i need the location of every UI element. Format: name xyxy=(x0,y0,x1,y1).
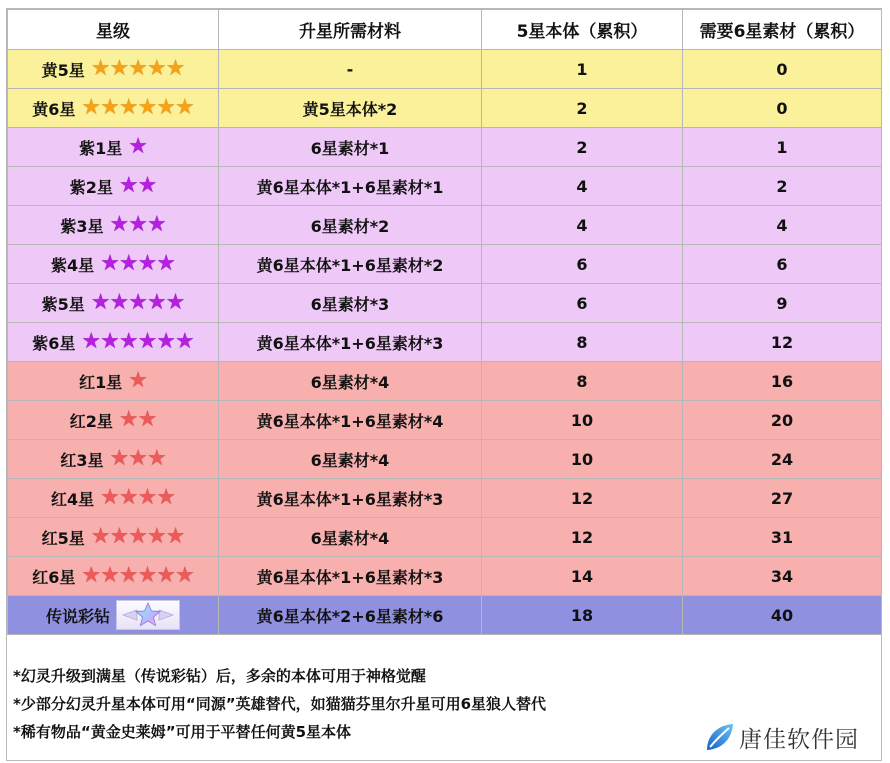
star-rating xyxy=(128,136,147,158)
rainbow-diamond-badge-icon xyxy=(116,600,180,630)
cell-material: 黄6星本体*1+6星素材*2 xyxy=(219,245,482,284)
star-icon: ★ xyxy=(156,329,176,354)
star-rating xyxy=(81,97,193,119)
star-level-label: 黄6星 xyxy=(32,99,76,119)
star-rating xyxy=(81,331,193,353)
star-icon: ★ xyxy=(128,56,147,81)
star-icon: ★ xyxy=(175,329,194,354)
star-icon: ★ xyxy=(81,329,101,354)
cell-star-level xyxy=(8,50,219,89)
star-level-label: 红3星 xyxy=(60,450,104,470)
star-rating xyxy=(119,409,156,431)
star-rating xyxy=(100,487,175,509)
leaf-logo-icon xyxy=(703,720,737,754)
cell-mat6: 6 xyxy=(683,245,882,284)
cell-body5: 8 xyxy=(482,362,683,401)
star-rating xyxy=(128,370,147,392)
cell-material: 6星素材*4 xyxy=(219,518,482,557)
star-icon: ★ xyxy=(165,524,185,549)
star-icon: ★ xyxy=(128,290,147,315)
table-row xyxy=(8,50,882,89)
cell-material: 6星素材*2 xyxy=(219,206,482,245)
cell-star-level xyxy=(8,284,219,323)
star-level-label: 紫1星 xyxy=(79,138,123,158)
cell-material: 黄6星本体*1+6星素材*3 xyxy=(219,557,482,596)
cell-mat6: 9 xyxy=(683,284,882,323)
star-level-label: 紫4星 xyxy=(50,255,95,275)
star-level-label: 红2星 xyxy=(69,411,113,431)
notes xyxy=(13,662,546,746)
star-icon: ★ xyxy=(81,563,101,588)
cell-body5: 6 xyxy=(482,245,683,284)
table-row xyxy=(8,167,882,206)
star-level-label: 紫2星 xyxy=(69,177,113,197)
cell-star-level xyxy=(8,362,219,401)
star-icon: ★ xyxy=(146,524,166,549)
note-2: *少部分幻灵升星本体可用“同源”英雄替代，如猫猫芬里尔升星可用6星狼人替代 xyxy=(13,695,547,713)
cell-star-level xyxy=(8,323,219,362)
star-icon: ★ xyxy=(100,563,119,588)
star-icon: ★ xyxy=(100,329,119,354)
star-icon: ★ xyxy=(118,95,138,120)
table-row xyxy=(8,362,882,401)
star-icon: ★ xyxy=(146,446,166,471)
cell-star-level xyxy=(8,128,219,167)
table-row xyxy=(8,401,882,440)
table-row xyxy=(8,245,882,284)
star-icon: ★ xyxy=(146,56,166,81)
cell-body5: 18 xyxy=(482,596,683,635)
star-icon: ★ xyxy=(146,212,166,237)
cell-mat6: 2 xyxy=(683,167,882,206)
cell-body5: 10 xyxy=(482,440,683,479)
star-level-label: 紫3星 xyxy=(60,216,104,236)
cell-body5: 12 xyxy=(482,518,683,557)
star-icon: ★ xyxy=(118,329,138,354)
star-icon: ★ xyxy=(118,485,138,510)
cell-star-level xyxy=(8,518,219,557)
star-icon: ★ xyxy=(90,290,110,315)
star-icon: ★ xyxy=(165,290,185,315)
star-icon: ★ xyxy=(137,407,157,432)
table-row xyxy=(8,596,882,635)
star-icon: ★ xyxy=(109,290,129,315)
cell-mat6: 31 xyxy=(683,518,882,557)
star-upgrade-table xyxy=(7,9,882,635)
star-icon: ★ xyxy=(175,563,194,588)
watermark xyxy=(703,718,883,756)
cell-mat6: 1 xyxy=(683,128,882,167)
cell-star-level xyxy=(8,245,219,284)
table-row xyxy=(8,557,882,596)
star-rating xyxy=(91,526,185,548)
star-icon: ★ xyxy=(128,368,147,393)
star-icon: ★ xyxy=(146,290,166,315)
star-level-label: 红1星 xyxy=(79,372,123,392)
star-icon: ★ xyxy=(128,524,147,549)
star-icon: ★ xyxy=(100,251,119,276)
star-icon: ★ xyxy=(100,95,119,120)
cell-material: 6星素材*4 xyxy=(219,362,482,401)
table-row xyxy=(8,128,882,167)
star-level-label: 紫6星 xyxy=(32,333,76,353)
cell-body5: 10 xyxy=(482,401,683,440)
star-rating xyxy=(100,253,175,275)
cell-star-level xyxy=(8,206,219,245)
star-rating xyxy=(109,214,165,236)
cell-mat6: 0 xyxy=(683,50,882,89)
cell-star-level xyxy=(8,89,219,128)
cell-material: - xyxy=(219,50,482,89)
cell-mat6: 24 xyxy=(683,440,882,479)
cell-material: 黄6星本体*1+6星素材*4 xyxy=(219,401,482,440)
star-icon: ★ xyxy=(118,407,138,432)
star-icon: ★ xyxy=(109,56,129,81)
star-level-label: 红5星 xyxy=(41,528,85,548)
table-row xyxy=(8,518,882,557)
star-icon: ★ xyxy=(128,134,147,159)
cell-body5: 4 xyxy=(482,206,683,245)
star-level-label: 红4星 xyxy=(50,489,95,509)
cell-star-level xyxy=(8,401,219,440)
cell-star-level xyxy=(8,167,219,206)
table-row xyxy=(8,479,882,518)
cell-star-level xyxy=(8,479,219,518)
cell-mat6: 4 xyxy=(683,206,882,245)
cell-mat6: 27 xyxy=(683,479,882,518)
star-rating xyxy=(81,565,193,587)
cell-body5: 2 xyxy=(482,128,683,167)
star-icon: ★ xyxy=(165,56,185,81)
star-icon: ★ xyxy=(175,95,194,120)
header-mat6: 需要6星素材（累积） xyxy=(683,10,882,50)
table-row xyxy=(8,440,882,479)
star-icon: ★ xyxy=(109,212,129,237)
star-icon: ★ xyxy=(156,563,176,588)
cell-body5: 6 xyxy=(482,284,683,323)
table-row xyxy=(8,323,882,362)
star-rating xyxy=(119,175,156,197)
cell-mat6: 40 xyxy=(683,596,882,635)
star-icon: ★ xyxy=(90,524,110,549)
table-body xyxy=(8,50,882,635)
cell-body5: 12 xyxy=(482,479,683,518)
star-icon: ★ xyxy=(128,212,147,237)
star-icon: ★ xyxy=(118,173,138,198)
cell-body5: 8 xyxy=(482,323,683,362)
star-icon: ★ xyxy=(128,446,147,471)
table-row xyxy=(8,206,882,245)
star-rating xyxy=(91,292,185,314)
star-icon: ★ xyxy=(118,251,138,276)
note-3: *稀有物品“黄金史莱姆”可用于平替任何黄5星本体 xyxy=(13,723,352,741)
star-icon: ★ xyxy=(156,251,176,276)
cell-mat6: 34 xyxy=(683,557,882,596)
cell-star-level xyxy=(8,557,219,596)
star-icon: ★ xyxy=(109,524,129,549)
table-row xyxy=(8,284,882,323)
cell-mat6: 12 xyxy=(683,323,882,362)
cell-star-level xyxy=(8,440,219,479)
cell-material: 黄6星本体*2+6星素材*6 xyxy=(219,596,482,635)
watermark-text: 唐佳软件园 xyxy=(739,727,859,753)
star-icon: ★ xyxy=(109,446,129,471)
star-level-label: 黄5星 xyxy=(41,60,85,80)
star-level-label: 红6星 xyxy=(32,567,76,587)
header-material: 升星所需材料 xyxy=(219,10,482,50)
note-1: *幻灵升级到满星（传说彩钻）后，多余的本体可用于神格觉醒 xyxy=(13,667,426,685)
star-icon: ★ xyxy=(137,485,157,510)
cell-material: 黄6星本体*1+6星素材*3 xyxy=(219,323,482,362)
table-row xyxy=(8,89,882,128)
star-icon: ★ xyxy=(137,95,157,120)
cell-mat6: 16 xyxy=(683,362,882,401)
star-icon: ★ xyxy=(90,56,110,81)
star-icon: ★ xyxy=(137,329,157,354)
cell-mat6: 20 xyxy=(683,401,882,440)
cell-material: 6星素材*1 xyxy=(219,128,482,167)
cell-body5: 1 xyxy=(482,50,683,89)
table-header-row xyxy=(8,10,882,50)
header-star-level: 星级 xyxy=(8,10,219,50)
star-icon: ★ xyxy=(156,95,176,120)
star-rating xyxy=(91,58,185,80)
star-icon: ★ xyxy=(137,251,157,276)
star-level-label: 紫5星 xyxy=(41,294,85,314)
cell-mat6: 0 xyxy=(683,89,882,128)
cell-body5: 14 xyxy=(482,557,683,596)
star-icon: ★ xyxy=(137,563,157,588)
cell-material: 黄6星本体*1+6星素材*3 xyxy=(219,479,482,518)
cell-material: 黄5星本体*2 xyxy=(219,89,482,128)
star-level-label: 传说彩钻 xyxy=(45,606,110,626)
star-icon: ★ xyxy=(100,485,119,510)
cell-body5: 2 xyxy=(482,89,683,128)
cell-material: 黄6星本体*1+6星素材*1 xyxy=(219,167,482,206)
star-rating xyxy=(109,448,165,470)
cell-star-level xyxy=(8,596,219,635)
header-body5: 5星本体（累积） xyxy=(482,10,683,50)
star-icon: ★ xyxy=(118,563,138,588)
star-icon: ★ xyxy=(81,95,101,120)
cell-body5: 4 xyxy=(482,167,683,206)
cell-material: 6星素材*4 xyxy=(219,440,482,479)
star-icon: ★ xyxy=(137,173,157,198)
star-icon: ★ xyxy=(156,485,176,510)
cell-material: 6星素材*3 xyxy=(219,284,482,323)
